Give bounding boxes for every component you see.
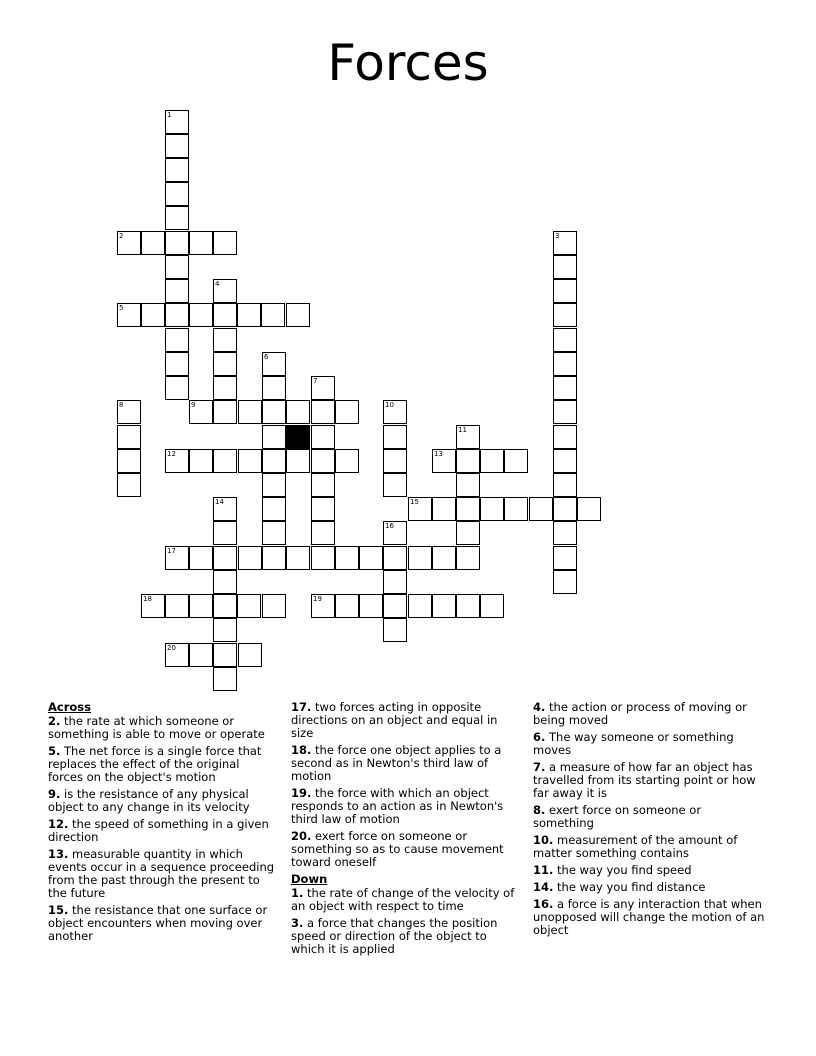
- clue-down-16: 16. a force is any interaction that when unopposed will change the motion of an object: [533, 897, 765, 937]
- crossword-cell[interactable]: [311, 400, 335, 424]
- crossword-cell[interactable]: [213, 570, 237, 594]
- clue-number: 11: [458, 426, 467, 434]
- clue-number: 17: [167, 547, 176, 555]
- crossword-cell[interactable]: [504, 497, 528, 521]
- clue-down-6: 6. The way someone or something moves: [533, 730, 734, 757]
- crossword-cell[interactable]: [311, 449, 335, 473]
- clue-across-19: 19. the force with which an object responds to an action as in Newton's third law of motion: [291, 786, 504, 826]
- crossword-cell[interactable]: [383, 570, 407, 594]
- crossword-cell[interactable]: [262, 594, 286, 618]
- crossword-cell[interactable]: [311, 425, 335, 449]
- clue-number: 9: [191, 401, 196, 409]
- crossword-cell[interactable]: [165, 352, 189, 376]
- clue-number: 7: [313, 377, 318, 385]
- crossword-black-cell: [286, 425, 310, 449]
- crossword-cell[interactable]: [213, 618, 237, 642]
- crossword-cell[interactable]: [213, 497, 237, 521]
- crossword-cell[interactable]: [165, 182, 189, 206]
- crossword-cell[interactable]: [238, 400, 262, 424]
- crossword-cell[interactable]: [432, 546, 456, 570]
- clue-down-4: 4. the action or process of moving or being moved: [533, 700, 747, 727]
- crossword-cell[interactable]: [189, 546, 213, 570]
- crossword-cell[interactable]: [456, 521, 480, 545]
- crossword-cell[interactable]: [408, 594, 432, 618]
- crossword-cell[interactable]: [480, 449, 504, 473]
- crossword-cell[interactable]: [383, 473, 407, 497]
- crossword-cell[interactable]: [213, 521, 237, 545]
- crossword-cell[interactable]: [238, 546, 262, 570]
- crossword-cell[interactable]: [286, 303, 310, 327]
- crossword-cell[interactable]: [165, 134, 189, 158]
- crossword-cell[interactable]: [456, 449, 480, 473]
- crossword-cell[interactable]: [553, 303, 577, 327]
- crossword-cell[interactable]: [213, 400, 237, 424]
- crossword-cell[interactable]: [311, 594, 335, 618]
- crossword-cell[interactable]: [553, 400, 577, 424]
- crossword-cell[interactable]: [262, 352, 286, 376]
- crossword-cell[interactable]: [237, 594, 261, 618]
- clue-down-8: 8. exert force on someone or something: [533, 803, 702, 830]
- clue-across-13: 13. measurable quantity in which events occur in a sequence proceeding from the past through the present to the future: [48, 847, 275, 900]
- crossword-cell[interactable]: [117, 400, 141, 424]
- crossword-cell[interactable]: [456, 594, 480, 618]
- crossword-cell[interactable]: [504, 449, 528, 473]
- crossword-cell[interactable]: [432, 594, 456, 618]
- clue-across-5: 5. The net force is a single force that replaces the effect of the original forces on the object's motion: [48, 744, 262, 784]
- clue-number: 4: [215, 280, 220, 288]
- crossword-cell[interactable]: [456, 425, 480, 449]
- crossword-cell[interactable]: [383, 618, 407, 642]
- crossword-cell[interactable]: [189, 449, 213, 473]
- crossword-cell[interactable]: [335, 400, 359, 424]
- clue-number: 2: [119, 232, 124, 240]
- crossword-cell[interactable]: [553, 497, 577, 521]
- crossword-cell[interactable]: [335, 449, 359, 473]
- crossword-cell[interactable]: [408, 497, 432, 521]
- crossword-cell[interactable]: [117, 449, 141, 473]
- crossword-cell[interactable]: [262, 521, 286, 545]
- crossword-cell[interactable]: [238, 643, 262, 667]
- crossword-cell[interactable]: [165, 376, 189, 400]
- crossword-cell[interactable]: [359, 546, 383, 570]
- crossword-cell[interactable]: [311, 521, 335, 545]
- crossword-cell[interactable]: [553, 279, 577, 303]
- clue-across-18: 18. the force one object applies to a second as in Newton's third law of motion: [291, 743, 502, 783]
- crossword-cell[interactable]: [165, 594, 189, 618]
- crossword-cell[interactable]: [311, 473, 335, 497]
- crossword-cell[interactable]: [553, 328, 577, 352]
- crossword-cell[interactable]: [577, 497, 601, 521]
- crossword-cell[interactable]: [165, 110, 189, 134]
- crossword-cell[interactable]: [553, 255, 577, 279]
- clue-number: 13: [434, 450, 443, 458]
- crossword-cell[interactable]: [165, 158, 189, 182]
- crossword-cell[interactable]: [383, 521, 407, 545]
- crossword-cell[interactable]: [141, 231, 165, 255]
- clue-down-3: 3. a force that changes the position speed or direction of the object to which it is applied: [291, 916, 498, 956]
- crossword-cell[interactable]: [311, 497, 335, 521]
- clue-number: 16: [385, 522, 394, 530]
- clue-down-1: 1. the rate of change of the velocity of an object with respect to time: [291, 886, 515, 913]
- crossword-cell[interactable]: [213, 376, 237, 400]
- crossword-cell[interactable]: [213, 231, 237, 255]
- crossword-cell[interactable]: [553, 376, 577, 400]
- crossword-cell[interactable]: [553, 449, 577, 473]
- crossword-cell[interactable]: [117, 425, 141, 449]
- clues-column-2: [291, 701, 517, 960]
- clue-down-10: 10. measurement of the amount of matter something contains: [533, 833, 738, 860]
- crossword-cell[interactable]: [165, 449, 189, 473]
- crossword-cell[interactable]: [213, 449, 237, 473]
- crossword-cell[interactable]: [311, 376, 335, 400]
- clue-number: 19: [313, 595, 322, 603]
- clue-down-14: 14. the way you find distance: [533, 880, 706, 894]
- crossword-cell[interactable]: [262, 425, 286, 449]
- crossword-cell[interactable]: [189, 643, 213, 667]
- crossword-cell[interactable]: [117, 473, 141, 497]
- clue-number: 15: [410, 498, 419, 506]
- crossword-cell[interactable]: [553, 352, 577, 376]
- crossword-cell[interactable]: [335, 594, 359, 618]
- crossword-cell[interactable]: [408, 546, 432, 570]
- crossword-cell[interactable]: [335, 546, 359, 570]
- crossword-cell[interactable]: [262, 497, 286, 521]
- crossword-cell[interactable]: [165, 206, 189, 230]
- crossword-cell[interactable]: [261, 303, 285, 327]
- crossword-cell[interactable]: [262, 400, 286, 424]
- crossword-cell[interactable]: [213, 594, 237, 618]
- crossword-cell[interactable]: [383, 546, 407, 570]
- crossword-cell[interactable]: [141, 594, 165, 618]
- crossword-cell[interactable]: [553, 521, 577, 545]
- crossword-cell[interactable]: [553, 473, 577, 497]
- down-heading: Down: [291, 872, 328, 886]
- crossword-cell[interactable]: [117, 303, 141, 327]
- crossword-cell[interactable]: [383, 449, 407, 473]
- crossword-cell[interactable]: [456, 546, 480, 570]
- clue-number: 6: [264, 353, 269, 361]
- crossword-cell[interactable]: [141, 303, 165, 327]
- crossword-cell[interactable]: [117, 231, 141, 255]
- crossword-cell[interactable]: [189, 231, 213, 255]
- clue-across-17: 17. two forces acting in opposite directions on an object and equal in size: [291, 700, 498, 740]
- clue-number: 5: [119, 304, 124, 312]
- crossword-cell[interactable]: [432, 449, 456, 473]
- crossword-cell[interactable]: [165, 279, 189, 303]
- crossword-cell[interactable]: [311, 546, 335, 570]
- crossword-cell[interactable]: [359, 594, 383, 618]
- clues-column-3: [533, 701, 765, 941]
- crossword-cell[interactable]: [213, 643, 237, 667]
- crossword-cell[interactable]: [480, 497, 504, 521]
- clue-number: 1: [167, 111, 172, 119]
- clue-down-7: 7. a measure of how far an object has travelled from its starting point or how far away it is: [533, 760, 756, 800]
- crossword-cell[interactable]: [553, 231, 577, 255]
- crossword-cell[interactable]: [383, 425, 407, 449]
- crossword-cell[interactable]: [165, 255, 189, 279]
- clue-number: 3: [555, 232, 560, 240]
- crossword-cell[interactable]: [262, 473, 286, 497]
- clue-down-11: 11. the way you find speed: [533, 863, 692, 877]
- clue-across-15: 15. the resistance that one surface or object encounters when moving over another: [48, 903, 268, 943]
- clue-across-2: 2. the rate at which someone or something is able to move or operate: [48, 714, 265, 741]
- crossword-cell[interactable]: [286, 546, 310, 570]
- crossword-cell[interactable]: [237, 303, 261, 327]
- crossword-cell[interactable]: [189, 303, 213, 327]
- crossword-cell[interactable]: [553, 546, 577, 570]
- crossword-cell[interactable]: [432, 497, 456, 521]
- crossword-cell[interactable]: [262, 546, 286, 570]
- across-heading: Across: [48, 700, 91, 714]
- crossword-cell[interactable]: [213, 303, 237, 327]
- clue-number: 12: [167, 450, 176, 458]
- crossword-cell[interactable]: [165, 303, 189, 327]
- crossword-cell[interactable]: [286, 400, 310, 424]
- crossword-cell[interactable]: [165, 328, 189, 352]
- clues-column-1: [48, 701, 276, 947]
- clue-number: 8: [119, 401, 124, 409]
- crossword-cell[interactable]: [213, 328, 237, 352]
- crossword-cell[interactable]: [213, 279, 237, 303]
- crossword-cell[interactable]: [213, 667, 237, 691]
- crossword-cell[interactable]: [480, 594, 504, 618]
- clue-across-9: 9. is the resistance of any physical object to any change in its velocity: [48, 787, 250, 814]
- clue-number: 10: [385, 401, 394, 409]
- crossword-cell[interactable]: [456, 497, 480, 521]
- crossword-cell[interactable]: [213, 546, 237, 570]
- crossword-cell[interactable]: [383, 594, 407, 618]
- crossword-cell[interactable]: [529, 497, 553, 521]
- crossword-cell[interactable]: [262, 376, 286, 400]
- crossword-cell[interactable]: [165, 546, 189, 570]
- crossword-cell[interactable]: [553, 570, 577, 594]
- crossword-cell[interactable]: [456, 473, 480, 497]
- crossword-cell[interactable]: [165, 643, 189, 667]
- crossword-cell[interactable]: [238, 449, 262, 473]
- crossword-cell[interactable]: [189, 400, 213, 424]
- crossword-cell[interactable]: [213, 352, 237, 376]
- crossword-cell[interactable]: [286, 449, 310, 473]
- crossword-cell[interactable]: [165, 231, 189, 255]
- clue-number: 20: [167, 644, 176, 652]
- crossword-cell[interactable]: [262, 449, 286, 473]
- crossword-cell[interactable]: [553, 425, 577, 449]
- clue-across-20: 20. exert force on someone or something so as to cause movement toward oneself: [291, 829, 504, 869]
- crossword-cell[interactable]: [383, 400, 407, 424]
- clue-across-12: 12. the speed of something in a given direction: [48, 817, 269, 844]
- clue-number: 18: [143, 595, 152, 603]
- crossword-cell[interactable]: [189, 594, 213, 618]
- clue-number: 14: [215, 498, 224, 506]
- page-title: Forces: [327, 34, 489, 92]
